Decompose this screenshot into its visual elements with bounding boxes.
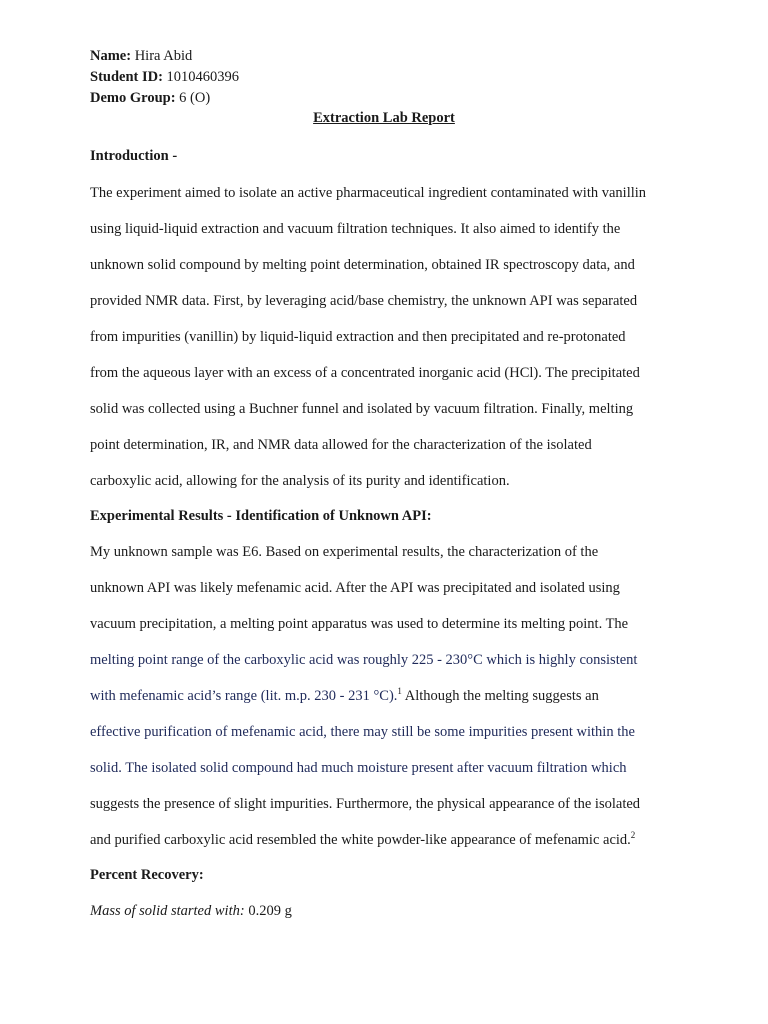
paragraph-line: from impurities (vanillin) by liquid-liquid extraction and then precipitated and re-protonated: [90, 329, 626, 345]
line-text: Although the melting suggests an: [401, 688, 599, 704]
mass-value: 0.209 g: [244, 903, 292, 919]
mass-label: Mass of solid started with:: [90, 903, 245, 919]
demo-group-value: 6 (O): [179, 90, 211, 106]
paragraph-line: [90, 678, 690, 714]
report-title: Extraction Lab Report: [313, 110, 455, 126]
paragraph-line: solid was collected using a Buchner funnel and isolated by vacuum filtration. Finally, melting: [90, 401, 634, 417]
paragraph-line: [90, 822, 690, 858]
percent-recovery-heading: Percent Recovery:: [90, 867, 204, 883]
results-heading: Experimental Results - Identification of Unknown API:: [90, 508, 432, 524]
results-paragraph: [90, 534, 690, 858]
footnote-ref: 2: [630, 830, 636, 840]
name-label: Name:: [90, 48, 132, 64]
paragraph-line: solid. The isolated solid compound had much moisture present after vacuum filtration which: [90, 760, 627, 776]
paragraph-line: unknown API was likely mefenamic acid. After the API was precipitated and isolated using: [90, 580, 620, 596]
paragraph-line: unknown solid compound by melting point determination, obtained IR spectroscopy data, and: [90, 257, 635, 273]
paragraph-line: from the aqueous layer with an excess of a concentrated inorganic acid (HCl). The precipitated: [90, 365, 640, 381]
demo-group-label: Demo Group:: [90, 90, 176, 106]
demo-group-row: [90, 88, 239, 109]
student-id-label: Student ID:: [90, 69, 163, 85]
paragraph-line: effective purification of mefenamic acid, there may still be some impurities present within the: [90, 724, 635, 740]
paragraph-line: using liquid-liquid extraction and vacuum filtration techniques. It also aimed to identify the: [90, 221, 621, 237]
line-text: and purified carboxylic acid resembled the white powder-like appearance of mefenamic acid.: [90, 832, 631, 848]
line-text: with mefenamic acid’s range (lit. m.p. 230 - 231 °C).: [90, 688, 398, 704]
paragraph-line: provided NMR data. First, by leveraging acid/base chemistry, the unknown API was separated: [90, 293, 638, 309]
student-id-row: [90, 67, 239, 88]
paragraph-line: suggests the presence of slight impurities. Furthermore, the physical appearance of the isolated: [90, 796, 641, 812]
student-info: [90, 46, 239, 109]
mass-line: [90, 903, 292, 920]
paragraph-line: melting point range of the carboxylic acid was roughly 225 - 230°C which is highly consistent: [90, 652, 638, 668]
introduction-paragraph: [90, 175, 690, 499]
paragraph-line: carboxylic acid, allowing for the analysis of its purity and identification.: [90, 473, 510, 489]
paragraph-line: The experiment aimed to isolate an active pharmaceutical ingredient contaminated with vanillin: [90, 185, 647, 201]
student-id-value: 1010460396: [166, 69, 240, 85]
paragraph-line: point determination, IR, and NMR data allowed for the characterization of the isolated: [90, 437, 592, 453]
name-value: Hira Abid: [134, 48, 193, 64]
paragraph-line: My unknown sample was E6. Based on experimental results, the characterization of the: [90, 544, 599, 560]
introduction-heading: Introduction -: [90, 148, 178, 164]
name-row: [90, 46, 239, 67]
paragraph-line: vacuum precipitation, a melting point apparatus was used to determine its melting point. The: [90, 616, 629, 632]
footnote-ref: 1: [397, 686, 402, 696]
